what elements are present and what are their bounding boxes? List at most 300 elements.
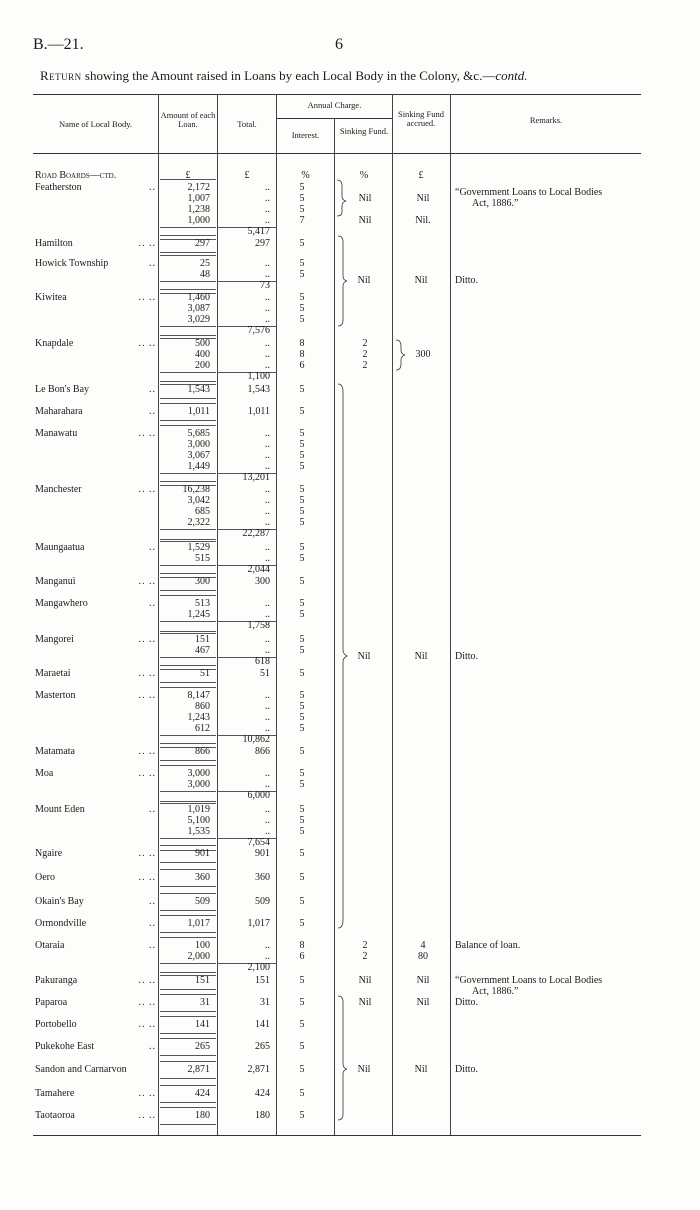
loan-amount: 151 bbox=[195, 634, 210, 645]
loan-total: .. bbox=[265, 215, 270, 226]
row-rule bbox=[160, 791, 216, 792]
interest-rate: 5 bbox=[299, 690, 305, 701]
loan-amount: 467 bbox=[195, 645, 210, 656]
row-rule bbox=[160, 687, 216, 688]
loan-total: .. bbox=[265, 258, 270, 269]
loan-amount: 3,029 bbox=[187, 314, 210, 325]
loan-amount: 51 bbox=[200, 668, 210, 679]
row-sum: 7,654 bbox=[247, 837, 270, 848]
sinking-fund: Nil bbox=[358, 975, 372, 986]
sinking-accrued: Nil bbox=[416, 975, 430, 986]
loan-amount: 1,017 bbox=[187, 918, 210, 929]
interest-rate: 5 bbox=[299, 975, 305, 986]
loan-amount: 1,011 bbox=[187, 406, 210, 417]
loan-total: .. bbox=[265, 815, 270, 826]
loan-total: 141 bbox=[255, 1019, 270, 1030]
row-rule bbox=[160, 869, 216, 870]
interest-rate: 6 bbox=[299, 951, 305, 962]
loan-total: .. bbox=[265, 723, 270, 734]
loan-total: .. bbox=[265, 314, 270, 325]
row-leader-dots: .. .. bbox=[138, 997, 156, 1008]
interest-rate: 7 bbox=[299, 215, 305, 226]
row-name: Pukekohe East bbox=[35, 1041, 95, 1052]
interest-rate: 5 bbox=[299, 553, 305, 564]
row-name: Maungaatua bbox=[35, 542, 85, 553]
loan-total: .. bbox=[265, 450, 270, 461]
loan-total: .. bbox=[265, 951, 270, 962]
group-remark-3: Ditto. bbox=[455, 1064, 479, 1075]
row-name: Otaraia bbox=[35, 940, 65, 951]
row-rule bbox=[160, 1011, 216, 1012]
interest-rate: 5 bbox=[299, 314, 305, 325]
row-leader-dots: .. bbox=[149, 182, 156, 193]
loan-total: 1,017 bbox=[247, 918, 270, 929]
row-rule bbox=[160, 573, 216, 574]
title-rest: showing the Amount raised in Loans by each Local Body in the Colony, &c.— bbox=[84, 68, 496, 83]
loan-amount: 200 bbox=[195, 360, 210, 371]
loan-amount: 515 bbox=[195, 553, 210, 564]
loan-total: .. bbox=[265, 439, 270, 450]
row-name: Ngaire bbox=[35, 848, 63, 859]
interest-rate: 5 bbox=[299, 384, 305, 395]
row-sum: 2,100 bbox=[247, 962, 270, 973]
row-name: Featherston bbox=[35, 182, 82, 193]
group-sinking-2: Nil bbox=[357, 651, 371, 662]
brace-group-3 bbox=[338, 996, 347, 1120]
row-leader-dots: .. .. bbox=[138, 1019, 156, 1030]
loan-total: 151 bbox=[255, 975, 270, 986]
row-rule bbox=[160, 1124, 216, 1125]
loan-amount: 1,245 bbox=[187, 609, 210, 620]
row-rule bbox=[160, 838, 216, 839]
interest-rate: 5 bbox=[299, 815, 305, 826]
loan-amount: 866 bbox=[195, 746, 210, 757]
interest-rate: 5 bbox=[299, 848, 305, 859]
group-sinking-1: Nil bbox=[357, 275, 371, 286]
row-leader-dots: .. .. bbox=[138, 975, 156, 986]
row-rule bbox=[160, 994, 216, 995]
row-name: Maraetai bbox=[35, 668, 71, 679]
row-name: Taotaoroa bbox=[35, 1110, 75, 1121]
row-leader-dots: .. .. bbox=[138, 1088, 156, 1099]
interest-rate: 5 bbox=[299, 576, 305, 587]
row-name: Manchester bbox=[35, 484, 82, 495]
row-name: Paparoa bbox=[35, 997, 68, 1008]
loan-total: .. bbox=[265, 598, 270, 609]
loan-total: .. bbox=[265, 269, 270, 280]
row-sum: 7,576 bbox=[247, 325, 270, 336]
row-name: Pakuranga bbox=[35, 975, 78, 986]
remark-featherston-2: Act, 1886.” bbox=[472, 198, 519, 209]
title-contd: contd. bbox=[495, 68, 528, 83]
row-sum: 22,287 bbox=[242, 528, 270, 539]
row-rule bbox=[160, 665, 216, 666]
interest-rate: 5 bbox=[299, 723, 305, 734]
loan-total: 901 bbox=[255, 848, 270, 859]
loan-amount: 500 bbox=[195, 338, 210, 349]
row-sum: 10,862 bbox=[242, 734, 270, 745]
row-rule bbox=[160, 539, 216, 540]
row-rule bbox=[160, 403, 216, 404]
row-rule bbox=[160, 963, 216, 964]
interest-rate: 5 bbox=[299, 779, 305, 790]
col-header-sinking-accrued: Sinking Fund accrued. bbox=[397, 109, 445, 128]
row-leader-dots: .. bbox=[149, 804, 156, 815]
row-leader-dots: .. .. bbox=[138, 872, 156, 883]
interest-rate: 5 bbox=[299, 439, 305, 450]
loan-total: .. bbox=[265, 338, 270, 349]
col-header-annual-charge: Annual Charge. bbox=[307, 100, 362, 110]
loan-amount: 5,685 bbox=[187, 428, 210, 439]
loan-amount: 1,543 bbox=[187, 384, 210, 395]
row-sum: 1,758 bbox=[247, 620, 270, 631]
interest-rate: 5 bbox=[299, 292, 305, 303]
row-leader-dots: .. bbox=[149, 918, 156, 929]
row-rule bbox=[160, 420, 216, 421]
interest-rate: 5 bbox=[299, 182, 305, 193]
loan-total: 1,011 bbox=[247, 406, 270, 417]
loan-total: .. bbox=[265, 292, 270, 303]
row-leader-dots: .. bbox=[149, 258, 156, 269]
interest-rate: 5 bbox=[299, 634, 305, 645]
sinking-fund: Nil bbox=[358, 215, 372, 226]
loan-total: .. bbox=[265, 182, 270, 193]
row-rule bbox=[160, 845, 216, 846]
interest-rate: 5 bbox=[299, 746, 305, 757]
loan-total: 424 bbox=[255, 1088, 270, 1099]
loan-amount: 1,238 bbox=[187, 204, 210, 215]
row-name: Moa bbox=[35, 768, 54, 779]
row-name: Kiwitea bbox=[35, 292, 67, 303]
row-leader-dots: .. .. bbox=[138, 428, 156, 439]
group-accrued-2: Nil bbox=[414, 651, 428, 662]
row-rule bbox=[160, 1055, 216, 1056]
loan-amount: 3,000 bbox=[187, 439, 210, 450]
interest-rate: 5 bbox=[299, 506, 305, 517]
interest-rate: 5 bbox=[299, 303, 305, 314]
interest-rate: 5 bbox=[299, 517, 305, 528]
col-header-name: Name of Local Body. bbox=[58, 119, 133, 129]
interest-rate: 5 bbox=[299, 1041, 305, 1052]
col-divider-1 bbox=[158, 94, 159, 1135]
row-rule bbox=[160, 289, 216, 290]
row-rule bbox=[160, 255, 216, 256]
interest-rate: 8 bbox=[299, 338, 305, 349]
loan-amount: 8,147 bbox=[187, 690, 210, 701]
loan-amount: 3,042 bbox=[187, 495, 210, 506]
row-rule bbox=[160, 565, 216, 566]
row-rule bbox=[160, 932, 216, 933]
loan-amount: 141 bbox=[195, 1019, 210, 1030]
row-name: Manganui bbox=[35, 576, 76, 587]
row-name: Knapdale bbox=[35, 338, 74, 349]
remark-paparoa: Ditto. bbox=[455, 997, 479, 1008]
row-leader-dots: .. .. bbox=[138, 1110, 156, 1121]
loan-amount: 16,238 bbox=[182, 484, 210, 495]
row-leader-dots: .. .. bbox=[138, 484, 156, 495]
unit-sinking: % bbox=[359, 170, 369, 181]
row-sum: 1,100 bbox=[247, 371, 270, 382]
row-leader-dots: .. .. bbox=[138, 338, 156, 349]
col-divider-6 bbox=[450, 94, 451, 1135]
row-leader-dots: .. .. bbox=[138, 848, 156, 859]
loan-amount: 360 bbox=[195, 872, 210, 883]
col-divider-4 bbox=[334, 118, 335, 1135]
loan-amount: 180 bbox=[195, 1110, 210, 1121]
loan-total: .. bbox=[265, 712, 270, 723]
interest-rate: 5 bbox=[299, 461, 305, 472]
row-rule bbox=[160, 972, 216, 973]
interest-rate: 5 bbox=[299, 712, 305, 723]
row-sum: 5,417 bbox=[247, 226, 270, 237]
loan-amount: 48 bbox=[200, 269, 210, 280]
loan-amount: 901 bbox=[195, 848, 210, 859]
header-bottom-rule bbox=[33, 153, 641, 154]
loan-amount: 1,007 bbox=[187, 193, 210, 204]
row-rule bbox=[160, 326, 216, 327]
loan-total: 51 bbox=[260, 668, 270, 679]
row-name: Tamahere bbox=[35, 1088, 75, 1099]
loan-amount: 1,243 bbox=[187, 712, 210, 723]
row-rule bbox=[160, 381, 216, 382]
group-remark-1: Ditto. bbox=[455, 275, 479, 286]
loan-total: .. bbox=[265, 940, 270, 951]
interest-rate: 5 bbox=[299, 872, 305, 883]
sinking-fund: Nil bbox=[358, 997, 372, 1008]
interest-rate: 5 bbox=[299, 204, 305, 215]
interest-rate: 5 bbox=[299, 238, 305, 249]
row-rule bbox=[160, 1107, 216, 1108]
loan-amount: 400 bbox=[195, 349, 210, 360]
row-sum: 73 bbox=[260, 280, 270, 291]
group-accrued-1: Nil bbox=[414, 275, 428, 286]
row-rule bbox=[160, 886, 216, 887]
sinking-fund: Nil bbox=[358, 193, 372, 204]
row-rule bbox=[160, 372, 216, 373]
interest-rate: 5 bbox=[299, 406, 305, 417]
row-rule bbox=[160, 481, 216, 482]
row-rule bbox=[160, 910, 216, 911]
interest-rate: 5 bbox=[299, 450, 305, 461]
row-name: Hamilton bbox=[35, 238, 73, 249]
row-leader-dots: .. bbox=[149, 598, 156, 609]
loan-amount: 25 bbox=[200, 258, 210, 269]
row-rule bbox=[160, 657, 216, 658]
sinking-fund: 2 bbox=[362, 349, 368, 360]
loan-amount: 2,000 bbox=[187, 951, 210, 962]
row-rule bbox=[160, 335, 216, 336]
loan-amount: 513 bbox=[195, 598, 210, 609]
col-divider-3 bbox=[276, 94, 277, 1135]
interest-rate: 8 bbox=[299, 940, 305, 951]
interest-rate: 5 bbox=[299, 598, 305, 609]
loan-total: .. bbox=[265, 634, 270, 645]
row-rule bbox=[160, 760, 216, 761]
col-header-amount: Amount of each Loan. bbox=[160, 110, 216, 129]
loan-amount: 2,322 bbox=[187, 517, 210, 528]
interest-rate: 5 bbox=[299, 1110, 305, 1121]
row-leader-dots: .. .. bbox=[138, 576, 156, 587]
interest-rate: 5 bbox=[299, 258, 305, 269]
row-rule bbox=[160, 425, 216, 426]
loan-amount: 3,000 bbox=[187, 768, 210, 779]
loan-total: 31 bbox=[260, 997, 270, 1008]
row-leader-dots: .. bbox=[149, 940, 156, 951]
row-rule bbox=[160, 1085, 216, 1086]
loan-total: .. bbox=[265, 204, 270, 215]
row-rule bbox=[160, 252, 216, 253]
interest-rate: 5 bbox=[299, 997, 305, 1008]
loan-total: 300 bbox=[255, 576, 270, 587]
row-rule bbox=[160, 801, 216, 802]
sinking-accrued: Nil bbox=[416, 997, 430, 1008]
loan-amount: 424 bbox=[195, 1088, 210, 1099]
row-rule bbox=[160, 621, 216, 622]
row-name: Portobello bbox=[35, 1019, 77, 1030]
group-sinking-3: Nil bbox=[357, 1064, 371, 1075]
loan-amount: 1,460 bbox=[187, 292, 210, 303]
doc-ref: B.—21. bbox=[33, 36, 84, 53]
loan-amount: 612 bbox=[195, 723, 210, 734]
loan-total: .. bbox=[265, 428, 270, 439]
loan-total: .. bbox=[265, 804, 270, 815]
loan-amount: 300 bbox=[195, 576, 210, 587]
loan-total: .. bbox=[265, 360, 270, 371]
loan-total: .. bbox=[265, 690, 270, 701]
row-leader-dots: .. .. bbox=[138, 746, 156, 757]
remark-pakuranga-2: Act, 1886.” bbox=[472, 986, 519, 997]
row-rule bbox=[160, 1102, 216, 1103]
loan-total: .. bbox=[265, 349, 270, 360]
row-rule bbox=[160, 1033, 216, 1034]
row-name: Okain's Bay bbox=[35, 896, 84, 907]
sinking-accrued: 300 bbox=[415, 349, 431, 360]
group-accrued-3: Nil bbox=[414, 1064, 428, 1075]
interest-rate: 5 bbox=[299, 1064, 305, 1075]
loan-total: 509 bbox=[255, 896, 270, 907]
interest-rate: 5 bbox=[299, 645, 305, 656]
row-rule bbox=[160, 595, 216, 596]
row-name: Sandon and Carnarvon bbox=[35, 1064, 127, 1075]
row-name: Maharahara bbox=[35, 406, 83, 417]
row-leader-dots: .. bbox=[149, 896, 156, 907]
sinking-fund: 2 bbox=[362, 338, 368, 349]
loan-amount: 297 bbox=[195, 238, 210, 249]
row-leader-dots: .. .. bbox=[138, 668, 156, 679]
row-rule bbox=[160, 765, 216, 766]
row-rule bbox=[160, 1038, 216, 1039]
row-name: Matamata bbox=[35, 746, 75, 757]
row-rule bbox=[160, 398, 216, 399]
row-sum: 618 bbox=[255, 656, 270, 667]
unit-amount: £ bbox=[185, 170, 191, 181]
row-rule bbox=[160, 631, 216, 632]
title-lead: Return bbox=[40, 68, 82, 83]
loan-total: .. bbox=[265, 193, 270, 204]
sinking-accrued: 80 bbox=[418, 951, 428, 962]
loan-amount: 2,871 bbox=[187, 1064, 210, 1075]
col-header-interest: Interest. bbox=[291, 130, 320, 140]
loan-amount: 860 bbox=[195, 701, 210, 712]
interest-rate: 5 bbox=[299, 428, 305, 439]
loan-amount: 2,172 bbox=[187, 182, 210, 193]
row-name: Ormondville bbox=[35, 918, 87, 929]
remark-otaraia: Balance of loan. bbox=[455, 940, 521, 951]
loan-amount: 509 bbox=[195, 896, 210, 907]
row-rule bbox=[160, 1016, 216, 1017]
interest-rate: 5 bbox=[299, 701, 305, 712]
loan-amount: 100 bbox=[195, 940, 210, 951]
sinking-fund: 2 bbox=[362, 940, 368, 951]
loan-total: .. bbox=[265, 553, 270, 564]
sinking-accrued: Nil bbox=[416, 193, 430, 204]
interest-rate: 5 bbox=[299, 768, 305, 779]
loan-total: .. bbox=[265, 542, 270, 553]
row-rule bbox=[160, 227, 216, 228]
table-title bbox=[40, 68, 527, 84]
interest-rate: 5 bbox=[299, 542, 305, 553]
row-rule bbox=[160, 235, 216, 236]
row-name: Le Bon's Bay bbox=[35, 384, 90, 395]
loan-amount: 5,100 bbox=[187, 815, 210, 826]
loan-amount: 3,000 bbox=[187, 779, 210, 790]
row-rule bbox=[160, 915, 216, 916]
row-name: Mangorei bbox=[35, 634, 74, 645]
row-name: Manawatu bbox=[35, 428, 78, 439]
row-rule bbox=[160, 1078, 216, 1079]
group-remark-2: Ditto. bbox=[455, 651, 479, 662]
loan-amount: 1,535 bbox=[187, 826, 210, 837]
loan-total: 866 bbox=[255, 746, 270, 757]
table-top-rule bbox=[33, 94, 641, 95]
remark-pakuranga-1: “Government Loans to Local Bodies bbox=[455, 975, 603, 986]
table-bottom-rule bbox=[33, 1135, 641, 1136]
interest-rate: 5 bbox=[299, 1088, 305, 1099]
row-sum: 13,201 bbox=[242, 472, 270, 483]
row-name: Mount Eden bbox=[35, 804, 85, 815]
loan-total: .. bbox=[265, 461, 270, 472]
loan-total: .. bbox=[265, 609, 270, 620]
sinking-accrued: 4 bbox=[420, 940, 426, 951]
loan-amount: 151 bbox=[195, 975, 210, 986]
loan-total: 1,543 bbox=[247, 384, 270, 395]
row-rule bbox=[160, 529, 216, 530]
col-header-sinking-fund: Sinking Fund. bbox=[339, 126, 389, 136]
loan-total: 2,871 bbox=[247, 1064, 270, 1075]
interest-rate: 5 bbox=[299, 826, 305, 837]
row-leader-dots: .. bbox=[149, 406, 156, 417]
loan-total: .. bbox=[265, 303, 270, 314]
row-name: Oero bbox=[35, 872, 55, 883]
loan-total: 265 bbox=[255, 1041, 270, 1052]
row-rule bbox=[160, 682, 216, 683]
row-rule bbox=[160, 893, 216, 894]
loan-total: .. bbox=[265, 768, 270, 779]
unit-accrued: £ bbox=[418, 170, 424, 181]
row-leader-dots: .. bbox=[149, 542, 156, 553]
interest-rate: 6 bbox=[299, 360, 305, 371]
interest-rate: 5 bbox=[299, 609, 305, 620]
loan-amount: 1,449 bbox=[187, 461, 210, 472]
interest-rate: 5 bbox=[299, 804, 305, 815]
loan-total: 297 bbox=[255, 238, 270, 249]
row-leader-dots: .. .. bbox=[138, 768, 156, 779]
row-rule bbox=[160, 989, 216, 990]
interest-rate: 5 bbox=[299, 1019, 305, 1030]
unit-interest: % bbox=[301, 170, 310, 181]
loan-amount: 1,000 bbox=[187, 215, 210, 226]
row-rule bbox=[160, 735, 216, 736]
